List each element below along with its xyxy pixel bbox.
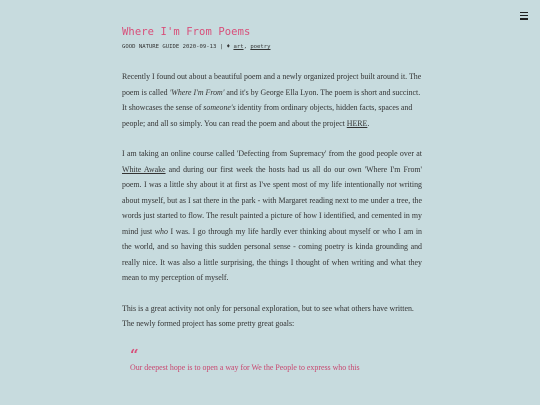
paragraph-course: I am taking an online course called 'Defecting from Supremacy' from the good people over at White Awake and during our first week the hosts had us all do our own 'Where I'm From' poem. I was a little shy about it at first as I've spent most of my life intentionally not writing about myself, but as I sat there in the park - with Margaret reading next to me under a tree, the words just started to flow. The result painted a picture of how I identified, and cemented in my mind just who I was. I go through my life hardly ever thinking about myself or who I am in the world, and so having this sudden personal sense - coming poetry is kinda grounding and really nice. It was also a little surprising, the things I thought of when writing and what they mean to my perception of myself. xyxy=(122,149,422,282)
site-name: GOOD NATURE GUIDE xyxy=(122,44,180,50)
post-title: Where I'm From Poems xyxy=(122,26,251,38)
blog-post xyxy=(122,26,422,375)
post-date: 2020-09-13 xyxy=(182,44,217,50)
tag-icon: ♦ xyxy=(226,43,231,50)
meta-separator: | xyxy=(219,44,224,50)
tag-link-art[interactable]: art xyxy=(233,44,244,50)
paragraph-activity: This is a great activity not only for personal exploration, but to see what others have written. The newly formed project has some pretty great goals: xyxy=(122,303,414,328)
paragraph-intro: Recently I found out about a beautiful poem and a newly organized project built around it. The poem is called 'Where I'm From' and it's by George Ella Lyon. The poem is short and succinct. It showcases the sense of someone's identity from ordinary objects, hidden facts, spaces and people; and all so simply. You can read the poem and about the project HERE. xyxy=(122,72,422,128)
white-awake-link[interactable]: White Awake xyxy=(122,164,166,174)
quote-text: Our deepest hope is to open a way for We the People to express who this xyxy=(130,362,360,372)
post-meta xyxy=(122,43,422,50)
quote-mark: “ xyxy=(130,345,139,364)
tag-separator: , xyxy=(243,44,251,50)
tag-link-poetry[interactable]: poetry xyxy=(250,44,271,50)
here-link[interactable]: HERE xyxy=(346,118,368,128)
blockquote xyxy=(122,345,422,376)
hamburger-menu-icon[interactable] xyxy=(520,12,528,20)
